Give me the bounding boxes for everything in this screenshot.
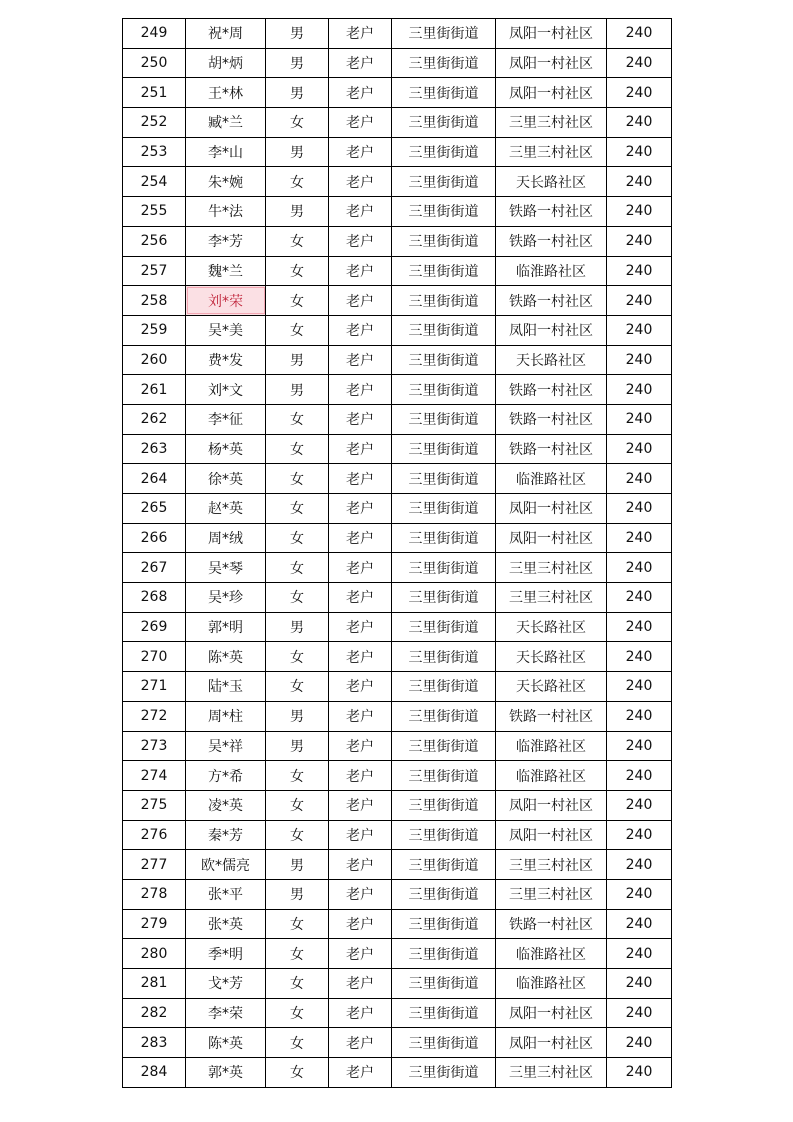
cell-street: 三里街街道 (392, 523, 496, 553)
cell-amount: 240 (607, 790, 672, 820)
cell-amount: 240 (607, 672, 672, 702)
cell-no: 263 (123, 434, 186, 464)
table-row (123, 523, 672, 553)
table-row (123, 879, 672, 909)
cell-amount: 240 (607, 642, 672, 672)
cell-type: 老户 (329, 434, 392, 464)
cell-gender: 女 (266, 464, 329, 494)
cell-amount: 240 (607, 939, 672, 969)
table-row (123, 256, 672, 286)
cell-type: 老户 (329, 108, 392, 138)
cell-amount: 240 (607, 19, 672, 49)
cell-gender: 男 (266, 375, 329, 405)
cell-street: 三里街街道 (392, 553, 496, 583)
cell-street: 三里街街道 (392, 1028, 496, 1058)
subsidy-table (122, 18, 672, 1088)
cell-name: 周*绒 (186, 523, 266, 553)
cell-street: 三里街街道 (392, 19, 496, 49)
cell-type: 老户 (329, 1028, 392, 1058)
cell-amount: 240 (607, 553, 672, 583)
cell-street: 三里街街道 (392, 404, 496, 434)
table-row (123, 761, 672, 791)
cell-name: 李*山 (186, 137, 266, 167)
cell-type: 老户 (329, 642, 392, 672)
cell-street: 三里街街道 (392, 137, 496, 167)
cell-no: 283 (123, 1028, 186, 1058)
cell-gender: 女 (266, 256, 329, 286)
table-row (123, 909, 672, 939)
cell-no: 250 (123, 48, 186, 78)
cell-street: 三里街街道 (392, 850, 496, 880)
cell-name: 魏*兰 (186, 256, 266, 286)
table-row (123, 850, 672, 880)
cell-amount: 240 (607, 315, 672, 345)
cell-name: 王*林 (186, 78, 266, 108)
cell-type: 老户 (329, 701, 392, 731)
cell-name: 臧*兰 (186, 108, 266, 138)
cell-street: 三里街街道 (392, 494, 496, 524)
cell-community: 三里三村社区 (496, 108, 607, 138)
table-row (123, 108, 672, 138)
cell-type: 老户 (329, 523, 392, 553)
cell-gender: 女 (266, 998, 329, 1028)
cell-community: 天长路社区 (496, 612, 607, 642)
cell-name: 刘*文 (186, 375, 266, 405)
cell-type: 老户 (329, 404, 392, 434)
cell-no: 256 (123, 226, 186, 256)
cell-street: 三里街街道 (392, 909, 496, 939)
cell-community: 三里三村社区 (496, 583, 607, 613)
cell-amount: 240 (607, 701, 672, 731)
table-row (123, 612, 672, 642)
cell-amount: 240 (607, 78, 672, 108)
table-row (123, 375, 672, 405)
cell-street: 三里街街道 (392, 998, 496, 1028)
cell-amount: 240 (607, 464, 672, 494)
table-row (123, 731, 672, 761)
cell-gender: 男 (266, 731, 329, 761)
cell-no: 251 (123, 78, 186, 108)
cell-street: 三里街街道 (392, 197, 496, 227)
table-row (123, 583, 672, 613)
cell-type: 老户 (329, 256, 392, 286)
cell-name: 陈*英 (186, 642, 266, 672)
cell-gender: 女 (266, 286, 329, 316)
table-row (123, 998, 672, 1028)
cell-gender: 男 (266, 850, 329, 880)
cell-amount: 240 (607, 404, 672, 434)
cell-street: 三里街街道 (392, 345, 496, 375)
table-row (123, 701, 672, 731)
cell-type: 老户 (329, 48, 392, 78)
cell-gender: 女 (266, 494, 329, 524)
cell-name: 陆*玉 (186, 672, 266, 702)
table-row (123, 78, 672, 108)
cell-gender: 女 (266, 404, 329, 434)
cell-amount: 240 (607, 612, 672, 642)
cell-name: 季*明 (186, 939, 266, 969)
cell-community: 三里三村社区 (496, 137, 607, 167)
cell-gender: 男 (266, 19, 329, 49)
cell-gender: 女 (266, 1028, 329, 1058)
cell-street: 三里街街道 (392, 879, 496, 909)
cell-gender: 男 (266, 48, 329, 78)
cell-amount: 240 (607, 256, 672, 286)
cell-street: 三里街街道 (392, 969, 496, 999)
cell-street: 三里街街道 (392, 375, 496, 405)
cell-community: 铁路一村社区 (496, 404, 607, 434)
cell-type: 老户 (329, 345, 392, 375)
cell-name: 李*芳 (186, 226, 266, 256)
cell-type: 老户 (329, 226, 392, 256)
cell-type: 老户 (329, 375, 392, 405)
cell-name: 郭*明 (186, 612, 266, 642)
table-row (123, 197, 672, 227)
cell-gender: 女 (266, 761, 329, 791)
cell-gender: 男 (266, 612, 329, 642)
cell-name: 吴*祥 (186, 731, 266, 761)
cell-community: 凤阳一村社区 (496, 19, 607, 49)
cell-community: 天长路社区 (496, 167, 607, 197)
cell-amount: 240 (607, 761, 672, 791)
cell-street: 三里街街道 (392, 256, 496, 286)
cell-community: 凤阳一村社区 (496, 494, 607, 524)
table-row (123, 286, 672, 316)
cell-amount: 240 (607, 998, 672, 1028)
cell-gender: 女 (266, 642, 329, 672)
cell-street: 三里街街道 (392, 434, 496, 464)
cell-type: 老户 (329, 672, 392, 702)
cell-street: 三里街街道 (392, 820, 496, 850)
cell-type: 老户 (329, 197, 392, 227)
cell-no: 264 (123, 464, 186, 494)
cell-gender: 女 (266, 820, 329, 850)
cell-no: 261 (123, 375, 186, 405)
cell-amount: 240 (607, 345, 672, 375)
cell-community: 临淮路社区 (496, 464, 607, 494)
cell-no: 258 (123, 286, 186, 316)
table-row (123, 464, 672, 494)
cell-no: 266 (123, 523, 186, 553)
cell-name: 吴*美 (186, 315, 266, 345)
cell-community: 临淮路社区 (496, 939, 607, 969)
cell-community: 三里三村社区 (496, 553, 607, 583)
cell-community: 铁路一村社区 (496, 434, 607, 464)
cell-community: 凤阳一村社区 (496, 523, 607, 553)
cell-street: 三里街街道 (392, 226, 496, 256)
cell-gender: 女 (266, 523, 329, 553)
cell-community: 三里三村社区 (496, 1058, 607, 1088)
table-row (123, 969, 672, 999)
table-row (123, 137, 672, 167)
cell-community: 凤阳一村社区 (496, 1028, 607, 1058)
cell-name: 朱*婉 (186, 167, 266, 197)
cell-name: 徐*英 (186, 464, 266, 494)
cell-gender: 男 (266, 345, 329, 375)
cell-community: 铁路一村社区 (496, 909, 607, 939)
cell-street: 三里街街道 (392, 731, 496, 761)
cell-name: 胡*炳 (186, 48, 266, 78)
cell-type: 老户 (329, 19, 392, 49)
cell-gender: 男 (266, 78, 329, 108)
cell-community: 凤阳一村社区 (496, 48, 607, 78)
cell-type: 老户 (329, 731, 392, 761)
cell-amount: 240 (607, 226, 672, 256)
table-row (123, 1028, 672, 1058)
cell-community: 铁路一村社区 (496, 226, 607, 256)
cell-community: 临淮路社区 (496, 969, 607, 999)
cell-gender: 女 (266, 790, 329, 820)
cell-name: 牛*法 (186, 197, 266, 227)
cell-gender: 女 (266, 434, 329, 464)
cell-street: 三里街街道 (392, 642, 496, 672)
cell-name: 李*征 (186, 404, 266, 434)
cell-street: 三里街街道 (392, 790, 496, 820)
cell-no: 284 (123, 1058, 186, 1088)
cell-street: 三里街街道 (392, 761, 496, 791)
cell-name: 杨*英 (186, 434, 266, 464)
cell-no: 260 (123, 345, 186, 375)
cell-type: 老户 (329, 761, 392, 791)
cell-amount: 240 (607, 731, 672, 761)
cell-street: 三里街街道 (392, 78, 496, 108)
cell-community: 天长路社区 (496, 345, 607, 375)
cell-gender: 女 (266, 939, 329, 969)
cell-community: 天长路社区 (496, 642, 607, 672)
cell-amount: 240 (607, 969, 672, 999)
cell-type: 老户 (329, 850, 392, 880)
cell-gender: 男 (266, 197, 329, 227)
table-row (123, 790, 672, 820)
table-row (123, 494, 672, 524)
cell-community: 凤阳一村社区 (496, 790, 607, 820)
cell-amount: 240 (607, 137, 672, 167)
cell-community: 临淮路社区 (496, 256, 607, 286)
cell-no: 254 (123, 167, 186, 197)
cell-name: 刘*荣 (186, 286, 266, 316)
cell-name: 周*柱 (186, 701, 266, 731)
cell-name: 李*荣 (186, 998, 266, 1028)
cell-type: 老户 (329, 909, 392, 939)
cell-type: 老户 (329, 612, 392, 642)
cell-name: 张*平 (186, 879, 266, 909)
cell-type: 老户 (329, 939, 392, 969)
cell-street: 三里街街道 (392, 583, 496, 613)
cell-amount: 240 (607, 167, 672, 197)
cell-gender: 女 (266, 315, 329, 345)
cell-community: 铁路一村社区 (496, 286, 607, 316)
cell-community: 凤阳一村社区 (496, 315, 607, 345)
cell-name: 吴*珍 (186, 583, 266, 613)
cell-amount: 240 (607, 108, 672, 138)
cell-street: 三里街街道 (392, 464, 496, 494)
cell-street: 三里街街道 (392, 48, 496, 78)
cell-no: 281 (123, 969, 186, 999)
cell-type: 老户 (329, 553, 392, 583)
cell-street: 三里街街道 (392, 1058, 496, 1088)
cell-no: 275 (123, 790, 186, 820)
cell-type: 老户 (329, 464, 392, 494)
cell-community: 凤阳一村社区 (496, 998, 607, 1028)
cell-name: 方*希 (186, 761, 266, 791)
cell-type: 老户 (329, 167, 392, 197)
cell-amount: 240 (607, 286, 672, 316)
cell-name: 赵*英 (186, 494, 266, 524)
cell-gender: 男 (266, 137, 329, 167)
table-row (123, 553, 672, 583)
table-row (123, 404, 672, 434)
cell-community: 三里三村社区 (496, 850, 607, 880)
cell-no: 252 (123, 108, 186, 138)
cell-no: 271 (123, 672, 186, 702)
cell-no: 277 (123, 850, 186, 880)
cell-gender: 男 (266, 701, 329, 731)
table-row (123, 820, 672, 850)
cell-gender: 女 (266, 108, 329, 138)
cell-street: 三里街街道 (392, 672, 496, 702)
cell-no: 278 (123, 879, 186, 909)
cell-name: 郭*英 (186, 1058, 266, 1088)
cell-no: 267 (123, 553, 186, 583)
table-row (123, 939, 672, 969)
cell-no: 259 (123, 315, 186, 345)
cell-community: 临淮路社区 (496, 731, 607, 761)
cell-type: 老户 (329, 583, 392, 613)
cell-amount: 240 (607, 375, 672, 405)
cell-community: 铁路一村社区 (496, 701, 607, 731)
cell-no: 249 (123, 19, 186, 49)
table-row (123, 226, 672, 256)
cell-type: 老户 (329, 969, 392, 999)
cell-type: 老户 (329, 820, 392, 850)
cell-name: 欧*儒亮 (186, 850, 266, 880)
cell-no: 282 (123, 998, 186, 1028)
cell-gender: 女 (266, 226, 329, 256)
cell-gender: 女 (266, 672, 329, 702)
cell-gender: 女 (266, 167, 329, 197)
table-row (123, 19, 672, 49)
table-row (123, 1058, 672, 1088)
table-row (123, 434, 672, 464)
cell-no: 265 (123, 494, 186, 524)
cell-name: 祝*周 (186, 19, 266, 49)
cell-no: 273 (123, 731, 186, 761)
cell-type: 老户 (329, 78, 392, 108)
cell-no: 253 (123, 137, 186, 167)
cell-gender: 女 (266, 1058, 329, 1088)
cell-no: 257 (123, 256, 186, 286)
cell-no: 274 (123, 761, 186, 791)
cell-gender: 女 (266, 909, 329, 939)
cell-amount: 240 (607, 879, 672, 909)
cell-no: 280 (123, 939, 186, 969)
cell-type: 老户 (329, 137, 392, 167)
cell-amount: 240 (607, 850, 672, 880)
cell-no: 276 (123, 820, 186, 850)
cell-community: 铁路一村社区 (496, 375, 607, 405)
table-row (123, 48, 672, 78)
cell-no: 262 (123, 404, 186, 434)
cell-amount: 240 (607, 820, 672, 850)
cell-street: 三里街街道 (392, 939, 496, 969)
table-row (123, 315, 672, 345)
cell-type: 老户 (329, 998, 392, 1028)
cell-gender: 女 (266, 583, 329, 613)
cell-amount: 240 (607, 583, 672, 613)
cell-community: 临淮路社区 (496, 761, 607, 791)
cell-amount: 240 (607, 1028, 672, 1058)
cell-street: 三里街街道 (392, 701, 496, 731)
table-row (123, 345, 672, 375)
cell-amount: 240 (607, 1058, 672, 1088)
table-row (123, 642, 672, 672)
cell-name: 戈*芳 (186, 969, 266, 999)
cell-type: 老户 (329, 1058, 392, 1088)
cell-type: 老户 (329, 494, 392, 524)
cell-street: 三里街街道 (392, 315, 496, 345)
cell-street: 三里街街道 (392, 286, 496, 316)
cell-amount: 240 (607, 494, 672, 524)
cell-type: 老户 (329, 286, 392, 316)
cell-no: 255 (123, 197, 186, 227)
table-row (123, 167, 672, 197)
cell-no: 268 (123, 583, 186, 613)
cell-type: 老户 (329, 315, 392, 345)
cell-name: 吴*琴 (186, 553, 266, 583)
cell-type: 老户 (329, 790, 392, 820)
cell-name: 凌*英 (186, 790, 266, 820)
cell-name: 费*发 (186, 345, 266, 375)
cell-community: 天长路社区 (496, 672, 607, 702)
cell-street: 三里街街道 (392, 108, 496, 138)
cell-no: 279 (123, 909, 186, 939)
cell-no: 272 (123, 701, 186, 731)
cell-no: 269 (123, 612, 186, 642)
cell-amount: 240 (607, 909, 672, 939)
table-body (123, 19, 672, 1088)
table-row (123, 672, 672, 702)
cell-no: 270 (123, 642, 186, 672)
cell-name: 陈*英 (186, 1028, 266, 1058)
cell-street: 三里街街道 (392, 612, 496, 642)
cell-community: 凤阳一村社区 (496, 820, 607, 850)
cell-amount: 240 (607, 48, 672, 78)
cell-amount: 240 (607, 434, 672, 464)
cell-gender: 女 (266, 969, 329, 999)
cell-name: 张*英 (186, 909, 266, 939)
cell-community: 三里三村社区 (496, 879, 607, 909)
cell-type: 老户 (329, 879, 392, 909)
cell-amount: 240 (607, 523, 672, 553)
cell-community: 凤阳一村社区 (496, 78, 607, 108)
cell-community: 铁路一村社区 (496, 197, 607, 227)
cell-amount: 240 (607, 197, 672, 227)
cell-name: 秦*芳 (186, 820, 266, 850)
cell-gender: 男 (266, 879, 329, 909)
cell-gender: 女 (266, 553, 329, 583)
cell-street: 三里街街道 (392, 167, 496, 197)
